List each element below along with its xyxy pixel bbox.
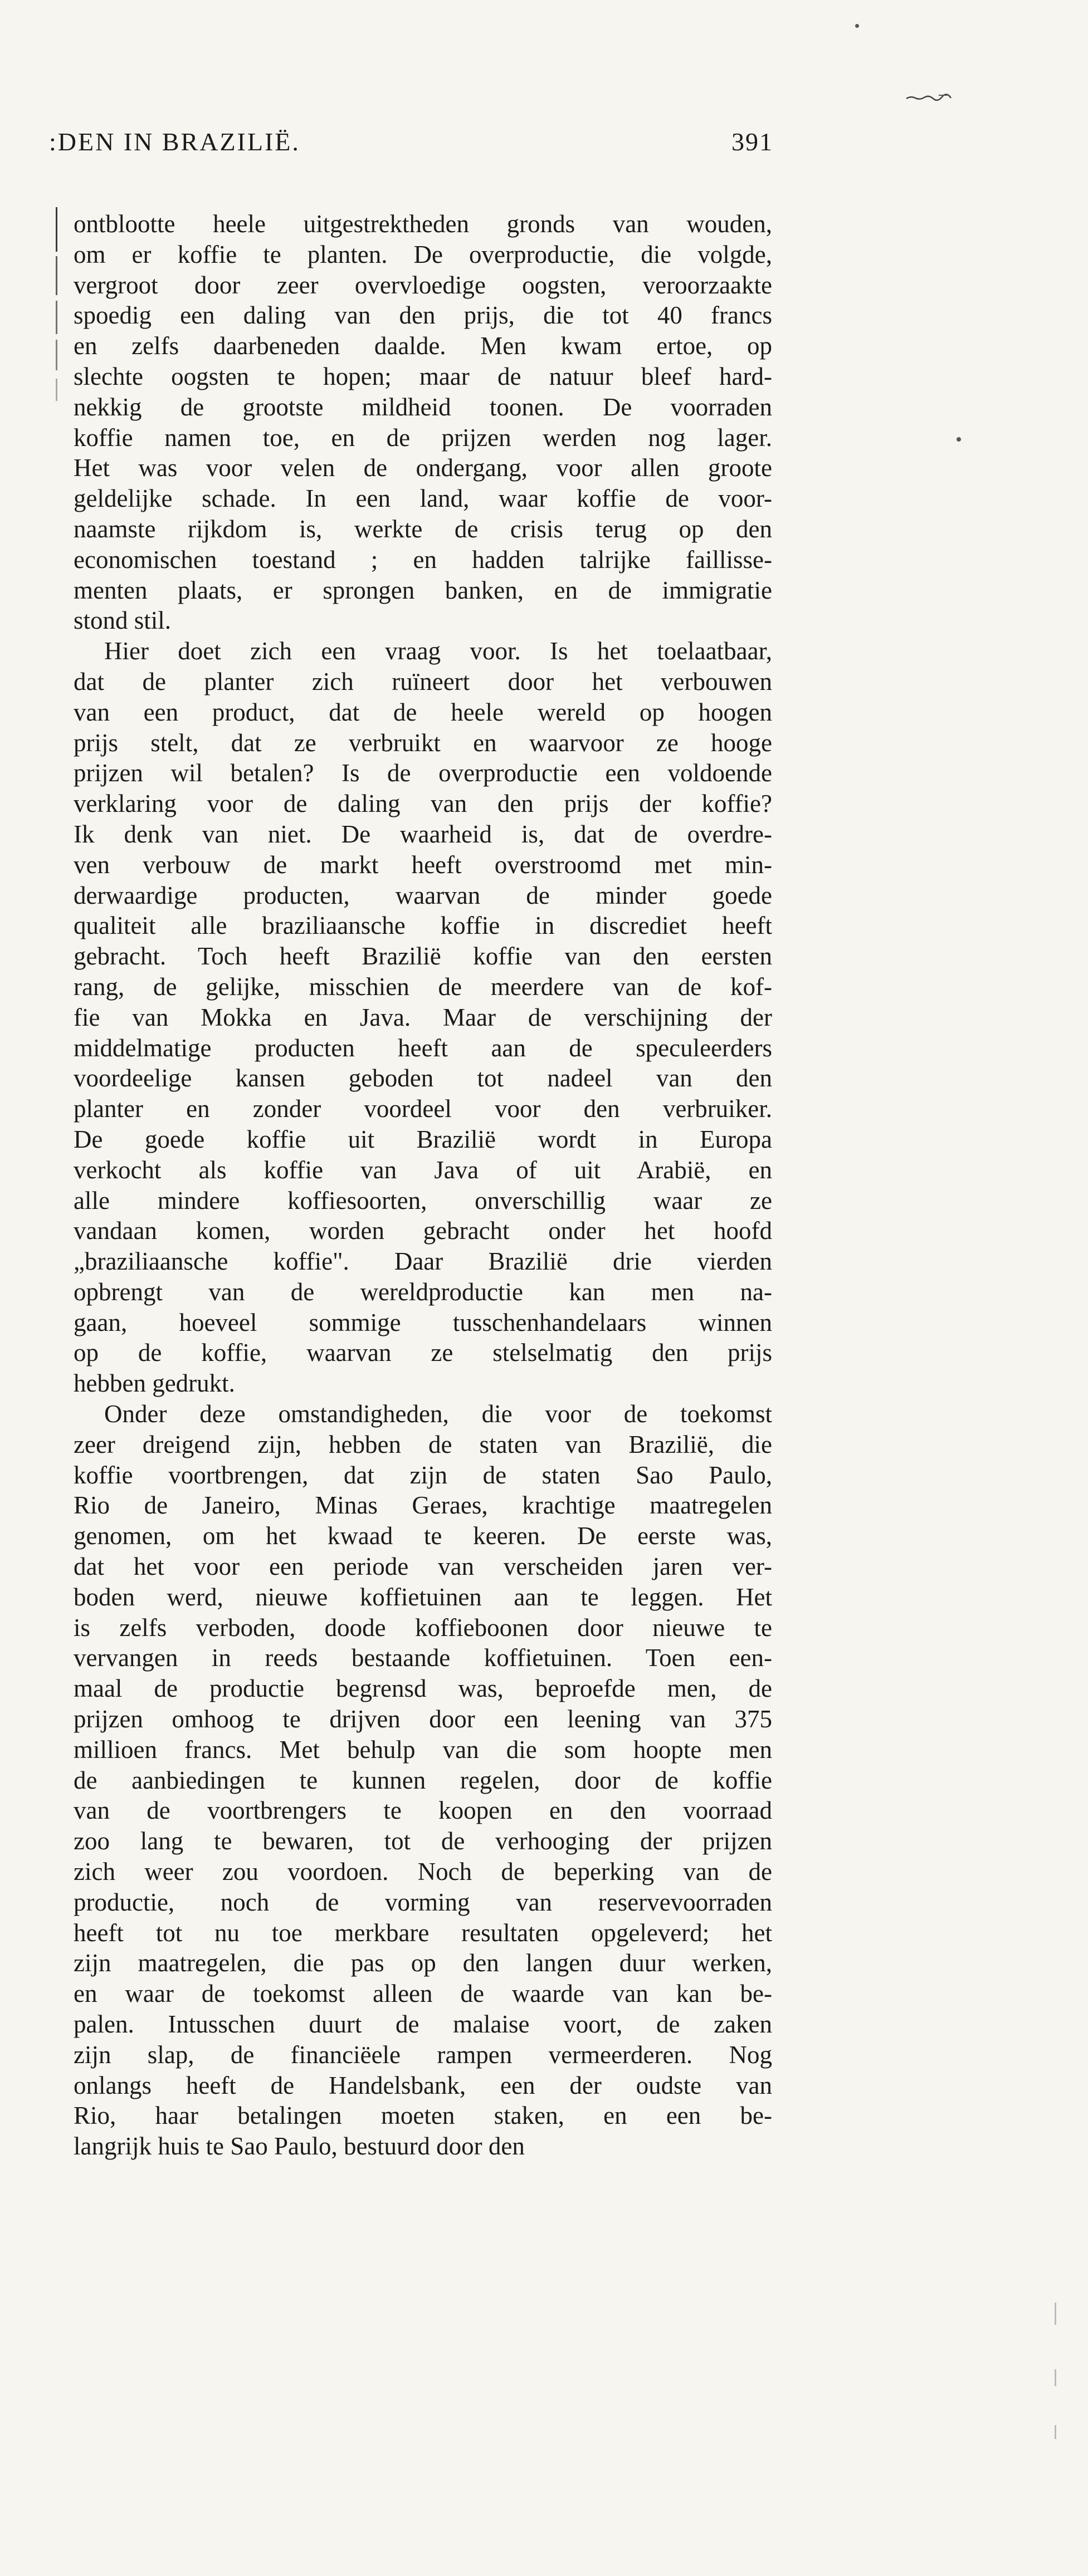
text-line: vandaan komen, worden gebracht onder het hoofd bbox=[74, 1217, 772, 1245]
text-line: is zelfs verboden, doode koffieboonen door nieuwe te bbox=[74, 1613, 772, 1642]
margin-mark bbox=[56, 301, 57, 334]
text-line: koffie voortbrengen, dat zijn de staten Sao Paulo, bbox=[74, 1461, 772, 1489]
page-number: 391 bbox=[731, 128, 773, 156]
margin-mark bbox=[56, 340, 57, 370]
text-line: prijs stelt, dat ze verbruikt en waarvoor ze hooge bbox=[74, 728, 772, 757]
text-line: slechte oogsten te hopen; maar de natuur bleef hard- bbox=[74, 362, 772, 390]
text-line: millioen francs. Met behulp van die som hoopte men bbox=[74, 1735, 772, 1764]
text-line: onlangs heeft de Handelsbank, een der oudste van bbox=[74, 2071, 772, 2099]
text-line: zeer dreigend zijn, hebben de staten van Brazilië, die bbox=[74, 1430, 772, 1458]
library-stamp-mark bbox=[905, 94, 955, 101]
text-line: Onder deze omstandigheden, die voor de toekomst bbox=[104, 1400, 772, 1428]
text-line: heeft tot nu toe merkbare resultaten opgeleverd; het bbox=[74, 1918, 772, 1947]
edge-mark bbox=[1055, 2369, 1056, 2386]
text-line: „braziliaansche koffie". Daar Brazilië drie vierden bbox=[74, 1247, 772, 1276]
text-line: vergroot door zeer overvloedige oogsten, veroorzaakte bbox=[74, 271, 772, 299]
text-line: stond stil. bbox=[74, 606, 172, 635]
text-line: spoedig een daling van den prijs, die tot 40 francs bbox=[74, 301, 772, 330]
text-line: koffie namen toe, en de prijzen werden nog lager. bbox=[74, 423, 772, 452]
text-line: boden werd, nieuwe koffietuinen aan te leggen. Het bbox=[74, 1583, 772, 1611]
text-line: van een product, dat de heele wereld op hoogen bbox=[74, 698, 772, 726]
margin-mark bbox=[56, 379, 57, 401]
paragraph bbox=[74, 209, 772, 636]
edge-mark bbox=[1055, 2425, 1056, 2439]
text-line: economischen toestand ; en hadden talrijke faillisse- bbox=[74, 545, 772, 574]
text-line: gaan, hoeveel sommige tusschenhandelaars winnen bbox=[74, 1308, 772, 1336]
edge-mark bbox=[1055, 2303, 1056, 2325]
running-head: :DEN IN BRAZILIË. bbox=[49, 128, 300, 156]
paragraph bbox=[74, 636, 772, 1399]
text-line: en waar de toekomst alleen de waarde van kan be- bbox=[74, 1980, 772, 2008]
text-line: dat het voor een periode van verscheiden jaren ver- bbox=[74, 1553, 772, 1581]
ink-speck bbox=[855, 24, 859, 28]
text-line: palen. Intusschen duurt de malaise voort, de zaken bbox=[74, 2010, 772, 2039]
text-line: nekkig de grootste mildheid toonen. De voorraden bbox=[74, 393, 772, 421]
text-line: De goede koffie uit Brazilië wordt in Europa bbox=[74, 1125, 772, 1153]
text-line: planter en zonder voordeel voor den verbruiker. bbox=[74, 1095, 772, 1123]
margin-mark bbox=[56, 256, 57, 295]
text-line: prijzen wil betalen? Is de overproductie een voldoende bbox=[74, 759, 772, 787]
text-line: naamste rijkdom is, werkte de crisis terug op den bbox=[74, 515, 772, 543]
text-line: zoo lang te bewaren, tot de verhooging der prijzen bbox=[74, 1827, 772, 1855]
text-line: Ik denk van niet. De waarheid is, dat de overdre- bbox=[74, 820, 772, 848]
text-line: verkocht als koffie van Java of uit Arabië, en bbox=[74, 1155, 772, 1184]
text-line: en zelfs daarbeneden daalde. Men kwam ertoe, op bbox=[74, 332, 772, 360]
text-line: Hier doet zich een vraag voor. Is het toelaatbaar, bbox=[104, 637, 772, 665]
text-line: zijn maatregelen, die pas op den langen duur werken, bbox=[74, 1949, 772, 1977]
text-line: gebracht. Toch heeft Brazilië koffie van den eersten bbox=[74, 942, 772, 971]
text-line: van de voortbrengers te koopen en den voorraad bbox=[74, 1796, 772, 1825]
text-line: fie van Mokka en Java. Maar de verschijning der bbox=[74, 1003, 772, 1031]
margin-mark bbox=[56, 207, 57, 252]
text-line: Rio de Janeiro, Minas Geraes, krachtige maatregelen bbox=[74, 1491, 772, 1520]
text-line: dat de planter zich ruïneert door het verbouwen bbox=[74, 667, 772, 696]
text-line: op de koffie, waarvan ze stelselmatig den prijs bbox=[74, 1339, 772, 1367]
text-line: ontblootte heele uitgestrektheden gronds van wouden, bbox=[74, 210, 772, 238]
text-line: ven verbouw de markt heeft overstroomd met min- bbox=[74, 850, 772, 879]
text-line: geldelijke schade. In een land, waar koffie de voor- bbox=[74, 484, 772, 513]
text-line: Het was voor velen de ondergang, voor allen groote bbox=[74, 454, 772, 482]
text-line: opbrengt van de wereldproductie kan men na- bbox=[74, 1277, 772, 1306]
text-line: genomen, om het kwaad te keeren. De eerste was, bbox=[74, 1522, 772, 1550]
text-line: derwaardige producten, waarvan de minder goede bbox=[74, 881, 772, 909]
text-line: qualiteit alle braziliaansche koffie in discrediet heeft bbox=[74, 912, 772, 940]
text-line: rang, de gelijke, misschien de meerdere van de kof- bbox=[74, 972, 772, 1001]
paragraph bbox=[74, 1399, 772, 2162]
text-line: Rio, haar betalingen moeten staken, en een be- bbox=[74, 2102, 772, 2130]
text-line: zijn slap, de financiëele rampen vermeerderen. Nog bbox=[74, 2040, 772, 2069]
text-line: om er koffie te planten. De overproductie, die volgde, bbox=[74, 240, 772, 268]
text-line: vervangen in reeds bestaande koffietuinen. Toen een- bbox=[74, 1644, 772, 1672]
text-line: productie, noch de vorming van reservevoorraden bbox=[74, 1888, 772, 1916]
text-line: menten plaats, er sprongen banken, en de immigratie bbox=[74, 576, 772, 604]
body-text bbox=[74, 209, 772, 2162]
text-line: langrijk huis te Sao Paulo, bestuurd door den bbox=[74, 2132, 525, 2161]
text-line: zich weer zou voordoen. Noch de beperking van de bbox=[74, 1858, 772, 1886]
text-line: middelmatige producten heeft aan de speculeerders bbox=[74, 1034, 772, 1062]
text-line: verklaring voor de daling van den prijs der koffie? bbox=[74, 790, 772, 818]
text-line: hebben gedrukt. bbox=[74, 1369, 235, 1398]
text-line: de aanbiedingen te kunnen regelen, door de koffie bbox=[74, 1766, 772, 1794]
ink-speck bbox=[957, 437, 961, 442]
text-line: alle mindere koffiesoorten, onverschillig waar ze bbox=[74, 1186, 772, 1214]
text-line: prijzen omhoog te drijven door een leening van 375 bbox=[74, 1705, 772, 1733]
text-line: maal de productie begrensd was, beproefde men, de bbox=[74, 1674, 772, 1703]
text-line: voordeelige kansen geboden tot nadeel van den bbox=[74, 1064, 772, 1093]
